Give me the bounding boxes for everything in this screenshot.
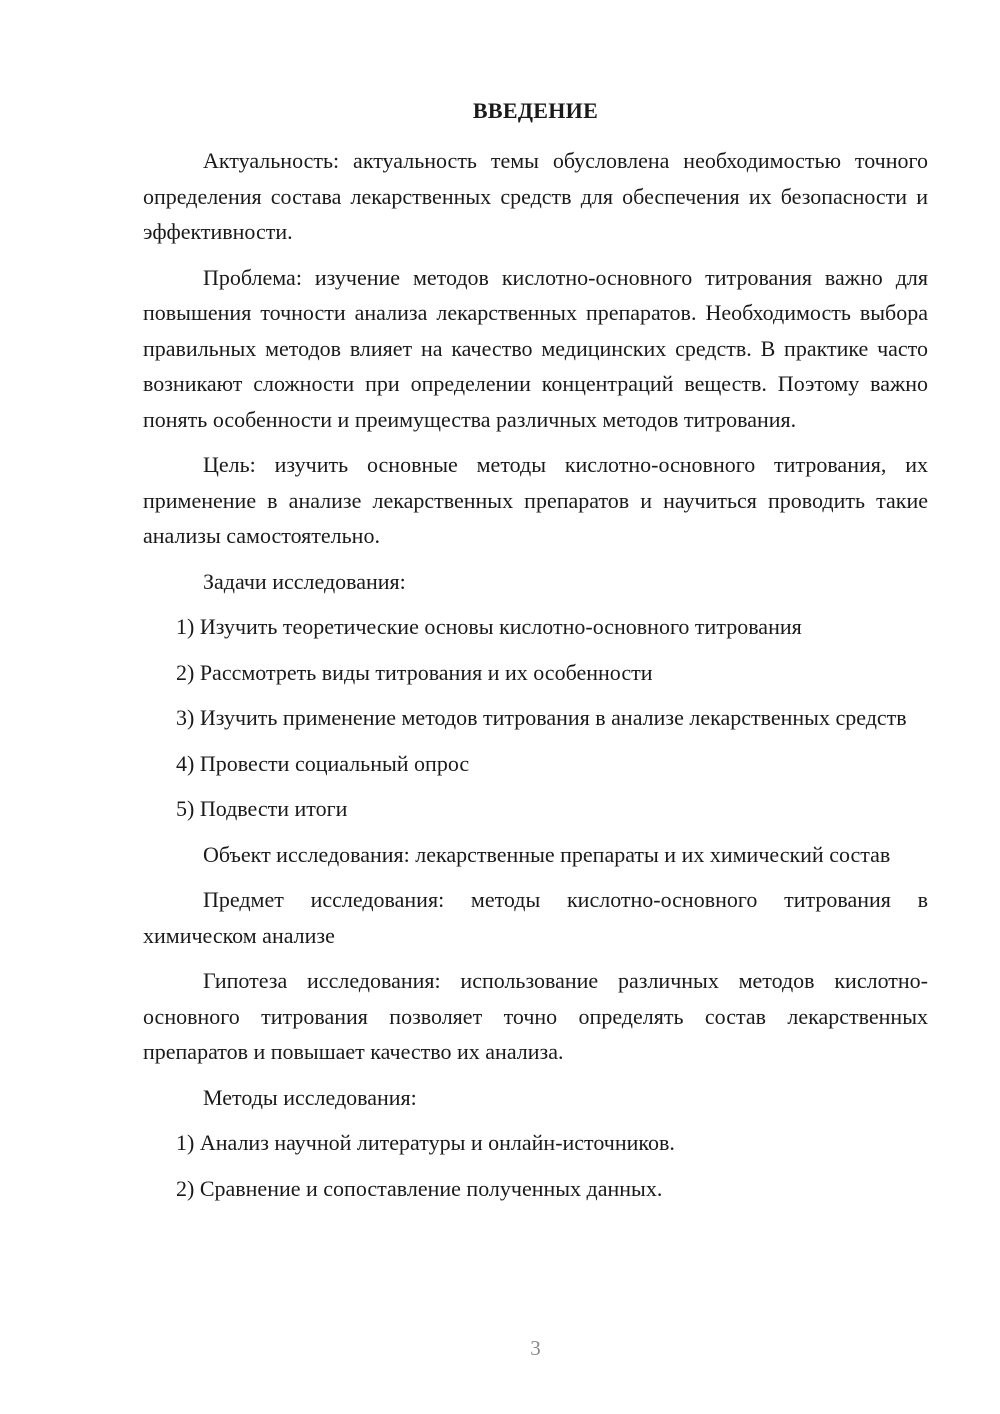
goal-paragraph: Цель: изучить основные методы кислотно-основного титрования, их применение в анализе лекарственных препаратов и научиться проводить такие анализы самостоятельно. bbox=[143, 452, 928, 548]
methods-heading: Методы исследования: bbox=[203, 1084, 417, 1110]
task-item-1: 1) Изучить теоретические основы кислотно-основного титрования bbox=[176, 614, 802, 639]
method-item-1: 1) Анализ научной литературы и онлайн-источников. bbox=[176, 1130, 675, 1155]
task-item-3: 3) Изучить применение методов титрования в анализе лекарственных средств bbox=[176, 705, 907, 730]
page-number: 3 bbox=[530, 1336, 541, 1360]
tasks-heading: Задачи исследования: bbox=[203, 568, 406, 594]
hypothesis-paragraph: Гипотеза исследования: использование различных методов кислотно-основного титрования позволяет точно определять состав лекарственных препаратов и повышает качество их анализа. bbox=[143, 968, 928, 1064]
task-item-2: 2) Рассмотреть виды титрования и их особенности bbox=[176, 659, 653, 685]
subject-paragraph: Предмет исследования: методы кислотно-основного титрования в химическом анализе bbox=[143, 887, 928, 948]
body-text bbox=[143, 143, 928, 1216]
problem-paragraph: Проблема: изучение методов кислотно-основного титрования важно для повышения точности анализа лекарственных препаратов. Необходимость выбора правильных методов влияет на качество медицинских средств. В практике часто возникают сложности при определении концентраций веществ. Поэтому важно понять особенности и преимущества различных методов титрования. bbox=[143, 264, 928, 432]
method-item-2: 2) Сравнение и сопоставление полученных данных. bbox=[176, 1175, 663, 1201]
section-heading: ВВЕДЕНИЕ bbox=[472, 98, 599, 123]
document-page bbox=[143, 0, 928, 1414]
relevance-paragraph: Актуальность: актуальность темы обусловлена необходимостью точного определения состава лекарственных средств для обеспечения их безопасности и эффективности. bbox=[143, 148, 928, 244]
object-paragraph: Объект исследования: лекарственные препараты и их химический состав bbox=[203, 841, 891, 867]
task-item-4: 4) Провести социальный опрос bbox=[176, 750, 470, 776]
task-item-5: 5) Подвести итоги bbox=[176, 796, 348, 821]
